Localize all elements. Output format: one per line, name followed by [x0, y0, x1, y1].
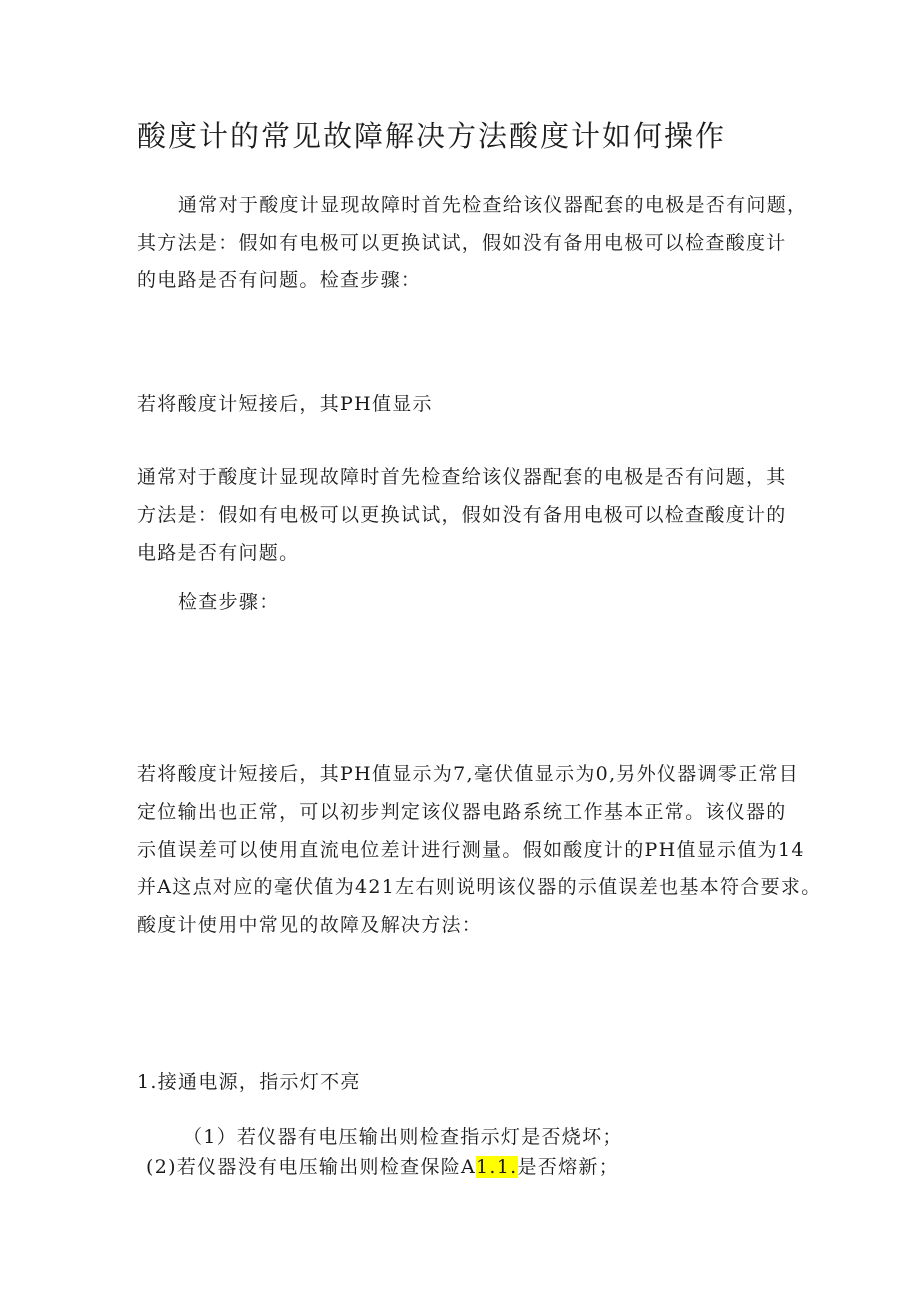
paragraph-line: 通常对于酸度计显现故障时首先检查给该仪器配套的电极是否有问题，	[178, 194, 808, 216]
paragraph-line: 定位输出也正常，可以初步判定该仪器电路系统工作基本正常。该仪器的	[137, 801, 787, 823]
paragraph-line: 的电路是否有问题。检查步骤：	[137, 269, 422, 291]
paragraph-line: 方法是：假如有电极可以更换试试，假如没有备用电极可以检查酸度计的	[137, 504, 787, 526]
list-item	[146, 1155, 619, 1179]
page-title: 酸度计的常见故障解决方法酸度计如何操作	[137, 119, 727, 153]
list-item: （1）若仪器有电压输出则检查指示灯是否烧坏；	[183, 1126, 623, 1148]
paragraph-line: 酸度计使用中常见的故障及解决方法：	[137, 914, 483, 936]
list-item-text: 是否熔新；	[517, 1156, 620, 1178]
paragraph-line: 示值误差可以使用直流电位差计进行测量。假如酸度计的PH值显示值为14	[137, 839, 805, 861]
paragraph-line: 若将酸度计短接后，其PH值显示	[137, 393, 433, 415]
paragraph-line: 电路是否有问题。	[137, 542, 300, 564]
section-heading: 1.接通电源，指示灯不亮	[137, 1071, 361, 1093]
paragraph-line: 通常对于酸度计显现故障时首先检查给该仪器配套的电极是否有问题，其	[137, 466, 787, 488]
paragraph-line: 若将酸度计短接后，其PH值显示为7,毫伏值显示为0,另外仪器调零正常目	[137, 763, 800, 785]
paragraph-line: 并A这点对应的毫伏值为421左右则说明该仪器的示值误差也基本符合要求。	[137, 876, 822, 898]
highlighted-text: 1.1.	[476, 1156, 518, 1178]
paragraph-line: 其方法是：假如有电极可以更换试试，假如没有备用电极可以检查酸度计	[137, 232, 787, 254]
list-item-text: (2)若仪器没有电压输出则检查保险A	[146, 1156, 477, 1178]
paragraph-line: 检查步骤：	[178, 591, 280, 613]
